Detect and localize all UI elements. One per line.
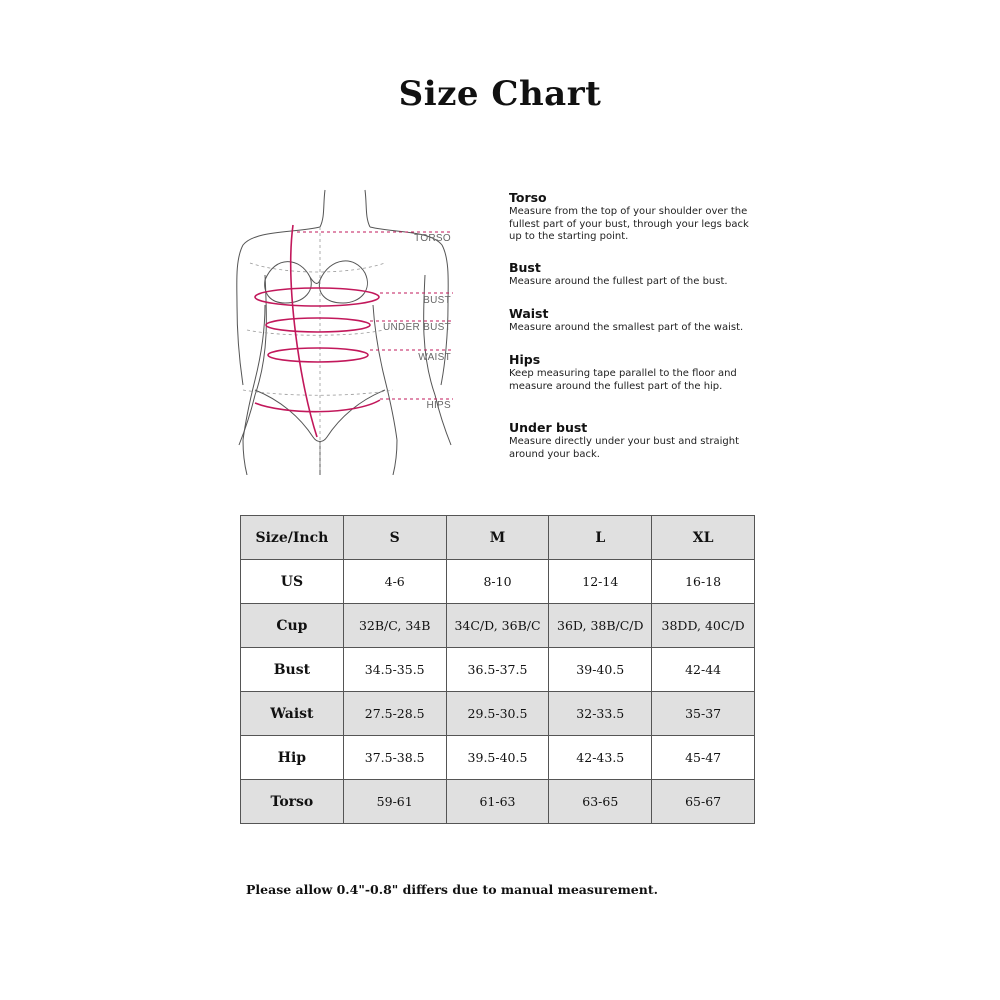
body-measurement-figure <box>225 185 470 475</box>
table-cell: 4-6 <box>343 560 446 604</box>
table-cell: 29.5-30.5 <box>446 692 549 736</box>
table-header-cell: XL <box>652 516 755 560</box>
table-row <box>241 780 755 824</box>
table-row <box>241 736 755 780</box>
table-cell: 36D, 38B/C/D <box>549 604 652 648</box>
description-line: Measure around the smallest part of the waist. <box>509 322 744 333</box>
description-heading: Bust <box>509 260 541 275</box>
table-cell: 35-37 <box>652 692 755 736</box>
description-line: around your back. <box>509 448 600 460</box>
table-row <box>241 692 755 736</box>
table-cell: 34.5-35.5 <box>343 648 446 692</box>
description-bust <box>509 260 769 289</box>
table-cell: 27.5-28.5 <box>343 692 446 736</box>
measurement-note: Please allow 0.4"-0.8" differs due to manual measurement. <box>246 882 658 897</box>
row-label: Hip <box>241 736 344 780</box>
figure-label-under-bust: UNDER BUST <box>382 322 451 333</box>
description-under-bust <box>509 420 769 461</box>
table-cell: 59-61 <box>343 780 446 824</box>
description-line: up to the starting point. <box>509 231 629 242</box>
table-cell: 34C/D, 36B/C <box>446 604 549 648</box>
description-hips <box>509 352 769 393</box>
table-cell: 37.5-38.5 <box>343 736 446 780</box>
table-cell: 65-67 <box>652 780 755 824</box>
row-label: Bust <box>241 648 344 692</box>
figure-label-hips: HIPS <box>426 400 451 411</box>
page-title: Size Chart <box>398 74 602 114</box>
description-heading: Hips <box>509 352 541 367</box>
table-cell: 36.5-37.5 <box>446 648 549 692</box>
table-cell: 12-14 <box>549 560 652 604</box>
table-header-row <box>241 516 755 560</box>
table-cell: 32B/C, 34B <box>343 604 446 648</box>
table-cell: 16-18 <box>652 560 755 604</box>
table-row <box>241 648 755 692</box>
table-cell: 63-65 <box>549 780 652 824</box>
table-cell: 38DD, 40C/D <box>652 604 755 648</box>
description-heading: Torso <box>509 190 547 205</box>
description-heading: Under bust <box>509 420 588 435</box>
figure-label-bust: BUST <box>423 295 451 306</box>
table-header-cell: M <box>446 516 549 560</box>
table-cell: 61-63 <box>446 780 549 824</box>
size-table <box>240 515 755 824</box>
table-row <box>241 604 755 648</box>
table-cell: 8-10 <box>446 560 549 604</box>
description-line: Measure from the top of your shoulder over the <box>509 206 748 217</box>
table-cell: 42-44 <box>652 648 755 692</box>
table-cell: 39.5-40.5 <box>446 736 549 780</box>
row-label: US <box>241 560 344 604</box>
row-label: Cup <box>241 604 344 648</box>
table-cell: 39-40.5 <box>549 648 652 692</box>
row-label: Waist <box>241 692 344 736</box>
description-line: fullest part of your bust, through your legs back <box>509 218 749 230</box>
table-cell: 32-33.5 <box>549 692 652 736</box>
figure-label-torso: TORSO <box>414 233 451 244</box>
description-heading: Waist <box>509 306 549 321</box>
description-waist <box>509 306 769 335</box>
table-cell: 42-43.5 <box>549 736 652 780</box>
table-cell: 45-47 <box>652 736 755 780</box>
table-row <box>241 560 755 604</box>
row-label: Torso <box>241 780 344 824</box>
description-line: measure around the fullest part of the hip. <box>509 380 723 392</box>
table-header-cell: Size/Inch <box>241 516 344 560</box>
description-line: Measure directly under your bust and straight <box>509 436 740 447</box>
description-line: Measure around the fullest part of the bust. <box>509 276 728 287</box>
table-header-cell: L <box>549 516 652 560</box>
figure-label-waist: WAIST <box>418 352 451 363</box>
table-header-cell: S <box>343 516 446 560</box>
description-torso <box>509 190 769 244</box>
description-line: Keep measuring tape parallel to the floor and <box>509 368 737 379</box>
body-outline-illustration <box>225 185 470 475</box>
